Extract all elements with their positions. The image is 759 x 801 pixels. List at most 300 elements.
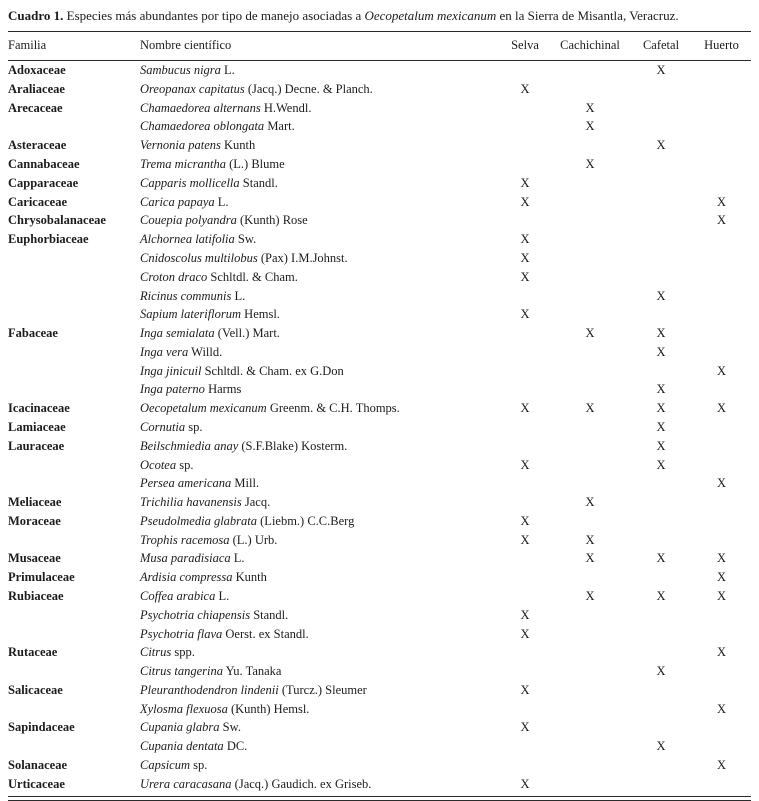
species-authority: (Jacq.) Gaudich. ex Griseb. [231,776,372,791]
species-binomial: Coffea arabica [140,589,216,604]
presence-mark-cachichinal: X [585,532,595,547]
species-binomial: Croton draco [140,269,208,284]
family-name: Musaceae [8,551,61,566]
empty-cell-cafetal [630,193,692,212]
empty-cell-cachichinal [550,343,630,362]
species-binomial: Xylosma flexuosa [140,701,228,716]
presence-mark-selva: X [520,607,530,622]
species-binomial: Chamaedorea oblongata [140,119,265,134]
presence-mark-selva: X [520,307,530,322]
presence-mark-selva: X [520,626,530,641]
species-binomial: Vernonia patens [140,138,221,153]
empty-cell-cafetal [630,568,692,587]
species-authority: Schltdl. & Cham. ex G.Don [201,363,344,378]
family-name: Urticaceae [8,776,65,791]
table-row [8,136,751,155]
presence-mark-huerto: X [716,570,727,585]
empty-cell-cachichinal [550,174,630,193]
family-name: Rubiaceae [8,589,64,604]
empty-cell-cachichinal [550,756,630,775]
empty-cell-cafetal [630,362,692,381]
species-binomial: Pleuranthodendron lindenii [140,682,279,697]
empty-cell-cachichinal [550,681,630,700]
table-row [8,643,751,662]
empty-cell-cachichinal [550,606,630,625]
species-authority: DC. [223,739,248,754]
species-binomial: Ocotea [140,457,177,472]
species-authority: sp. [185,419,203,434]
table-row [8,418,751,437]
table-row [8,155,751,174]
species-binomial: Citrus [140,645,172,660]
species-binomial: Pseudolmedia glabrata [140,513,258,528]
family-name [8,474,140,493]
scientific-name [140,99,500,118]
scientific-name [140,737,500,756]
family-name: Adoxaceae [8,63,66,78]
species-authority: Hemsl. [241,307,280,322]
empty-cell-selva [500,700,550,719]
empty-cell-huerto [692,61,751,80]
species-binomial: Inga paterno [140,382,205,397]
species-authority: (Liebm.) C.C.Berg [257,513,355,528]
empty-cell-selva [500,155,550,174]
table-row [8,493,751,512]
empty-cell-huerto [692,287,751,306]
presence-mark-huerto: X [716,589,727,604]
species-binomial: Inga vera [140,344,189,359]
species-binomial: Oecopetalum mexicanum [140,401,267,416]
species-binomial: Trema micrantha [140,157,226,172]
table-row [8,268,751,287]
empty-cell-huerto [692,174,751,193]
family-name: Araliaceae [8,81,65,96]
presence-mark-cafetal: X [656,551,666,566]
empty-cell-selva [500,324,550,343]
presence-mark-cachichinal: X [585,589,595,604]
presence-mark-huerto: X [716,758,727,773]
presence-mark-selva: X [520,682,530,697]
empty-cell-selva [500,437,550,456]
species-binomial: Psychotria chiapensis [140,607,251,622]
table-row [8,61,751,80]
species-authority: spp. [171,645,195,660]
empty-cell-cafetal [630,681,692,700]
empty-cell-selva [500,474,550,493]
empty-cell-cachichinal [550,381,630,400]
table-caption [8,6,751,31]
scientific-name [140,700,500,719]
scientific-name [140,512,500,531]
presence-mark-selva: X [520,81,530,96]
empty-cell-huerto [692,625,751,644]
species-binomial: Musa paradisiaca [140,551,231,566]
empty-cell-cafetal [630,700,692,719]
family-name: Rutaceae [8,645,58,660]
empty-cell-cachichinal [550,212,630,231]
scientific-name [140,230,500,249]
empty-cell-selva [500,643,550,662]
scientific-name [140,456,500,475]
empty-cell-selva [500,118,550,137]
empty-cell-cafetal [630,80,692,99]
caption-text-before: Especies más abundantes por tipo de manejo asociadas a [63,8,365,23]
table-body [8,61,751,794]
empty-cell-cachichinal [550,719,630,738]
empty-cell-huerto [692,381,751,400]
species-authority: L. [230,551,245,566]
species-authority: sp. [176,457,194,472]
empty-cell-huerto [692,719,751,738]
empty-cell-huerto [692,456,751,475]
species-authority: (L.) Blume [226,157,285,172]
table-row [8,399,751,418]
scientific-name [140,155,500,174]
empty-cell-cafetal [630,474,692,493]
empty-cell-cachichinal [550,474,630,493]
family-name: Capparaceae [8,175,79,190]
table-row [8,775,751,794]
species-binomial: Beilschmiedia anay [140,438,239,453]
empty-cell-huerto [692,155,751,174]
caption-species-name: Oecopetalum mexicanum [364,8,497,23]
family-name: Lauraceae [8,438,65,453]
empty-cell-cafetal [630,99,692,118]
species-binomial: Oreopanax capitatus [140,81,245,96]
species-authority: L. [215,589,230,604]
scientific-name [140,362,500,381]
scientific-name [140,643,500,662]
table-row [8,193,751,212]
empty-cell-huerto [692,531,751,550]
presence-mark-cafetal: X [656,401,666,416]
presence-mark-cafetal: X [656,63,666,78]
table-row [8,287,751,306]
empty-cell-cafetal [630,512,692,531]
species-authority: (L.) Urb. [229,532,278,547]
table-row [8,512,751,531]
species-authority: (Turcz.) Sleumer [278,682,367,697]
caption-text-after: en la Sierra de Misantla, Veracruz. [496,8,679,23]
presence-mark-cafetal: X [656,739,666,754]
scientific-name [140,61,500,80]
presence-mark-cachichinal: X [585,100,595,115]
empty-cell-huerto [692,249,751,268]
presence-mark-huerto: X [716,701,727,716]
table-row [8,700,751,719]
empty-cell-cachichinal [550,512,630,531]
species-authority: (Kunth) Hemsl. [227,701,310,716]
scientific-name [140,493,500,512]
table-row [8,118,751,137]
empty-cell-selva [500,737,550,756]
species-binomial: Capsicum [140,758,190,773]
col-header-nombre: Nombre científico [140,32,500,61]
species-binomial: Ardisia compressa [140,570,233,585]
table-row [8,662,751,681]
species-authority: Willd. [188,344,223,359]
scientific-name [140,662,500,681]
header-row [8,32,751,61]
family-name: Meliaceae [8,495,62,510]
table-row [8,606,751,625]
empty-cell-cafetal [630,606,692,625]
table-row [8,174,751,193]
presence-mark-cafetal: X [656,344,666,359]
empty-cell-huerto [692,512,751,531]
empty-cell-cafetal [630,268,692,287]
empty-cell-cafetal [630,118,692,137]
empty-cell-huerto [692,343,751,362]
species-binomial: Cornutia [140,419,186,434]
species-binomial: Capparis mollicella [140,175,240,190]
empty-cell-cachichinal [550,136,630,155]
empty-cell-cafetal [630,625,692,644]
family-name [8,606,140,625]
species-binomial: Sapium lateriflorum [140,307,242,322]
family-name: Asteraceae [8,138,67,153]
scientific-name [140,550,500,569]
species-authority: (S.F.Blake) Kosterm. [238,438,348,453]
species-authority: Mart. [264,119,295,134]
species-authority: H.Wendl. [260,100,312,115]
table-row [8,568,751,587]
presence-mark-cafetal: X [656,138,666,153]
scientific-name [140,606,500,625]
presence-mark-selva: X [520,250,530,265]
family-name: Solanaceae [8,758,68,773]
species-binomial: Carica papaya [140,194,215,209]
table-row [8,324,751,343]
empty-cell-cachichinal [550,287,630,306]
species-authority: Jacq. [241,495,271,510]
col-header-cachichinal: Cachichinal [550,32,630,61]
family-name: Arecaceae [8,100,63,115]
species-binomial: Trichilia havanensis [140,495,242,510]
scientific-name [140,305,500,324]
table-row [8,587,751,606]
empty-cell-cafetal [630,643,692,662]
table-row [8,80,751,99]
species-authority: Yu. Tanaka [223,664,282,679]
table-row [8,681,751,700]
family-name [8,287,140,306]
family-name: Cannabaceae [8,157,80,172]
presence-mark-huerto: X [716,401,727,416]
table-row [8,719,751,738]
family-name [8,305,140,324]
scientific-name [140,174,500,193]
presence-mark-cafetal: X [656,326,666,341]
presence-mark-huerto: X [716,194,727,209]
presence-mark-selva: X [520,720,530,735]
species-authority: Sw. [234,232,257,247]
empty-cell-huerto [692,437,751,456]
empty-cell-cafetal [630,174,692,193]
empty-cell-cachichinal [550,80,630,99]
presence-mark-selva: X [520,175,530,190]
empty-cell-cachichinal [550,268,630,287]
scientific-name [140,719,500,738]
presence-mark-selva: X [520,457,530,472]
species-authority: Kunth [220,138,256,153]
empty-cell-huerto [692,99,751,118]
family-name: Fabaceae [8,326,58,341]
col-header-selva: Selva [500,32,550,61]
scientific-name [140,587,500,606]
species-binomial: Psychotria flava [140,626,223,641]
empty-cell-huerto [692,118,751,137]
presence-mark-selva: X [520,776,530,791]
species-binomial: Inga jinicuil [140,363,202,378]
empty-cell-huerto [692,305,751,324]
empty-cell-selva [500,550,550,569]
empty-cell-selva [500,212,550,231]
species-binomial: Urera caracasana [140,776,232,791]
species-binomial: Chamaedorea alternans [140,100,261,115]
presence-mark-huerto: X [716,213,727,228]
empty-cell-huerto [692,418,751,437]
empty-cell-selva [500,343,550,362]
species-binomial: Cnidoscolus multilobus [140,250,258,265]
species-binomial: Cupania glabra [140,720,220,735]
table-row [8,625,751,644]
empty-cell-selva [500,99,550,118]
empty-cell-cachichinal [550,305,630,324]
scientific-name [140,531,500,550]
presence-mark-selva: X [520,232,530,247]
scientific-name [140,80,500,99]
family-name: Salicaceae [8,682,63,697]
species-authority: sp. [190,758,208,773]
scientific-name [140,136,500,155]
empty-cell-selva [500,568,550,587]
presence-mark-huerto: X [716,645,727,660]
species-authority: L. [220,63,235,78]
family-name: Moraceae [8,513,61,528]
empty-cell-cachichinal [550,437,630,456]
empty-cell-cachichinal [550,700,630,719]
empty-cell-huerto [692,80,751,99]
presence-mark-cafetal: X [656,664,666,679]
family-name: Primulaceae [8,570,75,585]
empty-cell-huerto [692,324,751,343]
empty-cell-cachichinal [550,568,630,587]
table-row [8,737,751,756]
empty-cell-huerto [692,662,751,681]
empty-cell-huerto [692,737,751,756]
table-row [8,381,751,400]
empty-cell-huerto [692,681,751,700]
presence-mark-cafetal: X [656,438,666,453]
scientific-name [140,474,500,493]
empty-cell-cafetal [630,775,692,794]
scientific-name [140,287,500,306]
species-binomial: Persea americana [140,476,232,491]
presence-mark-cafetal: X [656,589,666,604]
empty-cell-cachichinal [550,625,630,644]
table-row [8,230,751,249]
empty-cell-cachichinal [550,418,630,437]
family-name: Caricaceae [8,194,67,209]
family-name: Sapindaceae [8,720,75,735]
empty-cell-selva [500,493,550,512]
presence-mark-selva: X [520,532,530,547]
family-name [8,700,140,719]
empty-cell-huerto [692,230,751,249]
empty-cell-cachichinal [550,362,630,381]
scientific-name [140,249,500,268]
empty-cell-selva [500,381,550,400]
family-name [8,343,140,362]
scientific-name [140,681,500,700]
col-header-familia: Familia [8,32,140,61]
presence-mark-cachichinal: X [585,157,595,172]
table-row [8,550,751,569]
species-authority: (Kunth) Rose [236,213,308,228]
table-row [8,343,751,362]
species-table [8,31,751,793]
species-binomial: Ricinus communis [140,288,232,303]
family-name [8,737,140,756]
scientific-name [140,399,500,418]
empty-cell-selva [500,756,550,775]
species-binomial: Alchornea latifolia [140,232,235,247]
scientific-name [140,437,500,456]
empty-cell-cachichinal [550,61,630,80]
presence-mark-selva: X [520,194,530,209]
empty-cell-cachichinal [550,643,630,662]
presence-mark-selva: X [520,401,530,416]
species-binomial: Inga semialata [140,326,215,341]
empty-cell-cachichinal [550,775,630,794]
family-name [8,662,140,681]
col-header-huerto: Huerto [692,32,751,61]
presence-mark-huerto: X [716,476,727,491]
family-name [8,118,140,137]
species-binomial: Sambucus nigra [140,63,221,78]
scientific-name [140,418,500,437]
species-authority: Harms [204,382,242,397]
scientific-name [140,343,500,362]
presence-mark-cachichinal: X [585,495,595,510]
empty-cell-huerto [692,268,751,287]
family-name [8,531,140,550]
table-row [8,212,751,231]
scientific-name [140,381,500,400]
species-authority: Sw. [219,720,241,735]
empty-cell-cachichinal [550,737,630,756]
presence-mark-cachichinal: X [585,326,595,341]
table-row [8,456,751,475]
scientific-name [140,568,500,587]
caption-label: Cuadro 1. [8,8,64,23]
table-row [8,756,751,775]
species-authority: Mill. [231,476,260,491]
empty-cell-cafetal [630,155,692,174]
scientific-name [140,268,500,287]
species-authority: Standl. [250,607,289,622]
empty-cell-selva [500,418,550,437]
empty-cell-selva [500,287,550,306]
family-name [8,381,140,400]
scientific-name [140,324,500,343]
empty-cell-cachichinal [550,456,630,475]
presence-mark-cafetal: X [656,419,666,434]
species-binomial: Trophis racemosa [140,532,230,547]
species-binomial: Cupania dentata [140,739,224,754]
table-header [8,32,751,61]
